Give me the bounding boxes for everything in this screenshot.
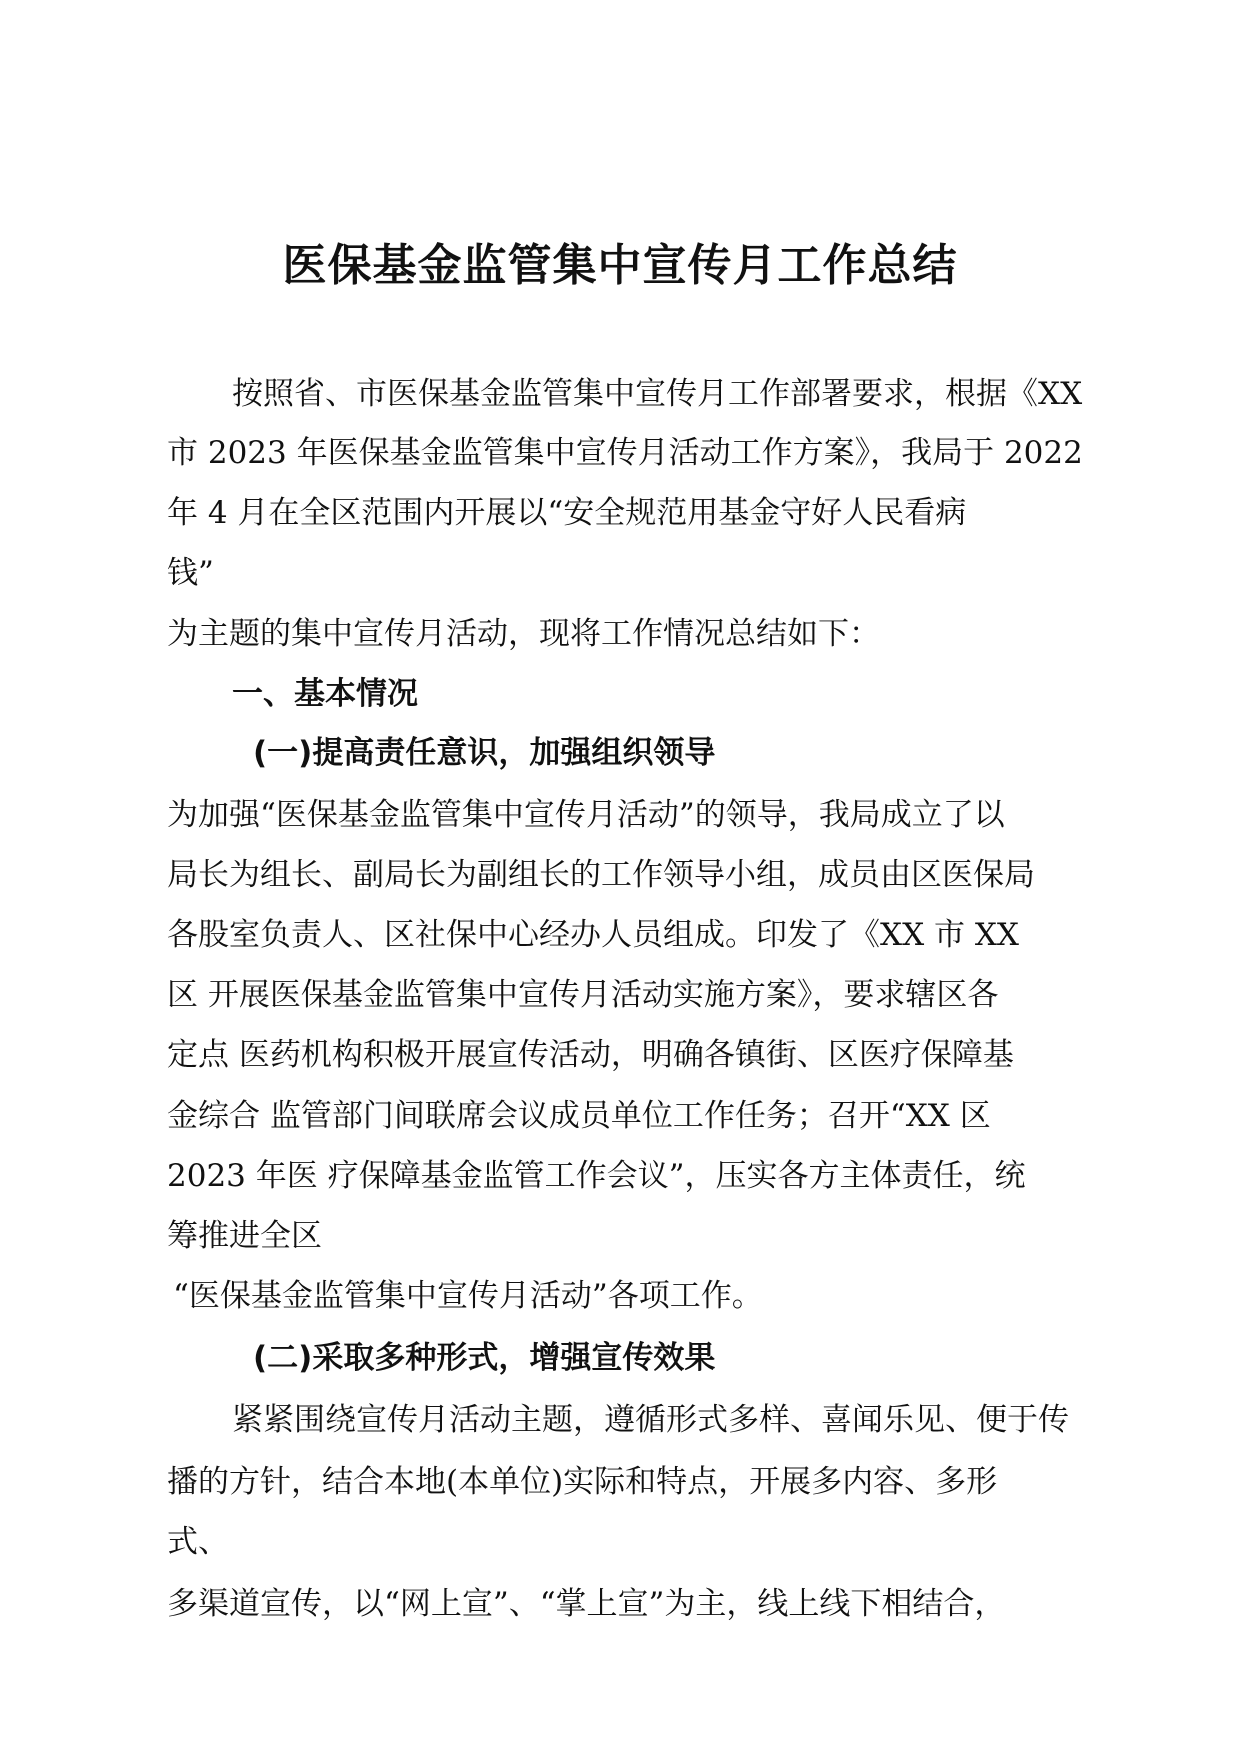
paragraph-line: 金综合 监管部门间联席会议成员单位工作任务；召开“XX 区 — [167, 1098, 991, 1134]
paragraph-line: 年 4 月在全区范围内开展以“安全规范用基金守好人民看病 — [167, 495, 967, 531]
paragraph-line: 多渠道宣传，以“网上宣”、“掌上宣”为主，线上线下相结合， — [167, 1586, 1006, 1622]
paragraph-line: 市 2023 年医保基金监管集中宣传月活动工作方案》，我局于 2022 — [167, 435, 1083, 471]
paragraph-line: 紧紧围绕宣传月活动主题，遵循形式多样、喜闻乐见、便于传 — [232, 1402, 1069, 1438]
paragraph-line: 式、 — [167, 1524, 229, 1560]
paragraph-line: “医保基金监管集中宣传月活动”各项工作。 — [173, 1278, 763, 1314]
paragraph-line: 按照省、市医保基金监管集中宣传月工作部署要求，根据《XX — [232, 376, 1083, 412]
paragraph-line: 区 开展医保基金监管集中宣传月活动实施方案》，要求辖区各 — [167, 977, 999, 1013]
paragraph-line: 各股室负责人、区社保中心经办人员组成。印发了《XX 市 XX — [167, 917, 1019, 953]
paragraph-line: 2023 年医 疗保障基金监管工作会议”，压实各方主体责任，统 — [167, 1158, 1026, 1194]
paragraph-line: 为主题的集中宣传月活动，现将工作情况总结如下： — [167, 616, 880, 652]
subsection-heading: (一)提高责任意识，加强组织领导 — [253, 735, 716, 771]
paragraph-line: 局长为组长、副局长为副组长的工作领导小组，成员由区医保局 — [167, 857, 1035, 893]
document-title: 医保基金监管集中宣传月工作总结 — [282, 240, 958, 291]
paragraph-line: 钱” — [167, 555, 214, 591]
paragraph-line: 定点 医药机构积极开展宣传活动，明确各镇街、区医疗保障基 — [167, 1037, 1014, 1073]
section-heading: 一、基本情况 — [232, 676, 418, 712]
paragraph-line: 筹推进全区 — [167, 1218, 322, 1254]
paragraph-line: 为加强“医保基金监管集中宣传月活动”的领导，我局成立了以 — [167, 797, 1005, 833]
subsection-heading: (二)采取多种形式，增强宣传效果 — [253, 1340, 716, 1376]
paragraph-line: 播的方针，结合本地(本单位)实际和特点，开展多内容、多形 — [167, 1464, 998, 1500]
